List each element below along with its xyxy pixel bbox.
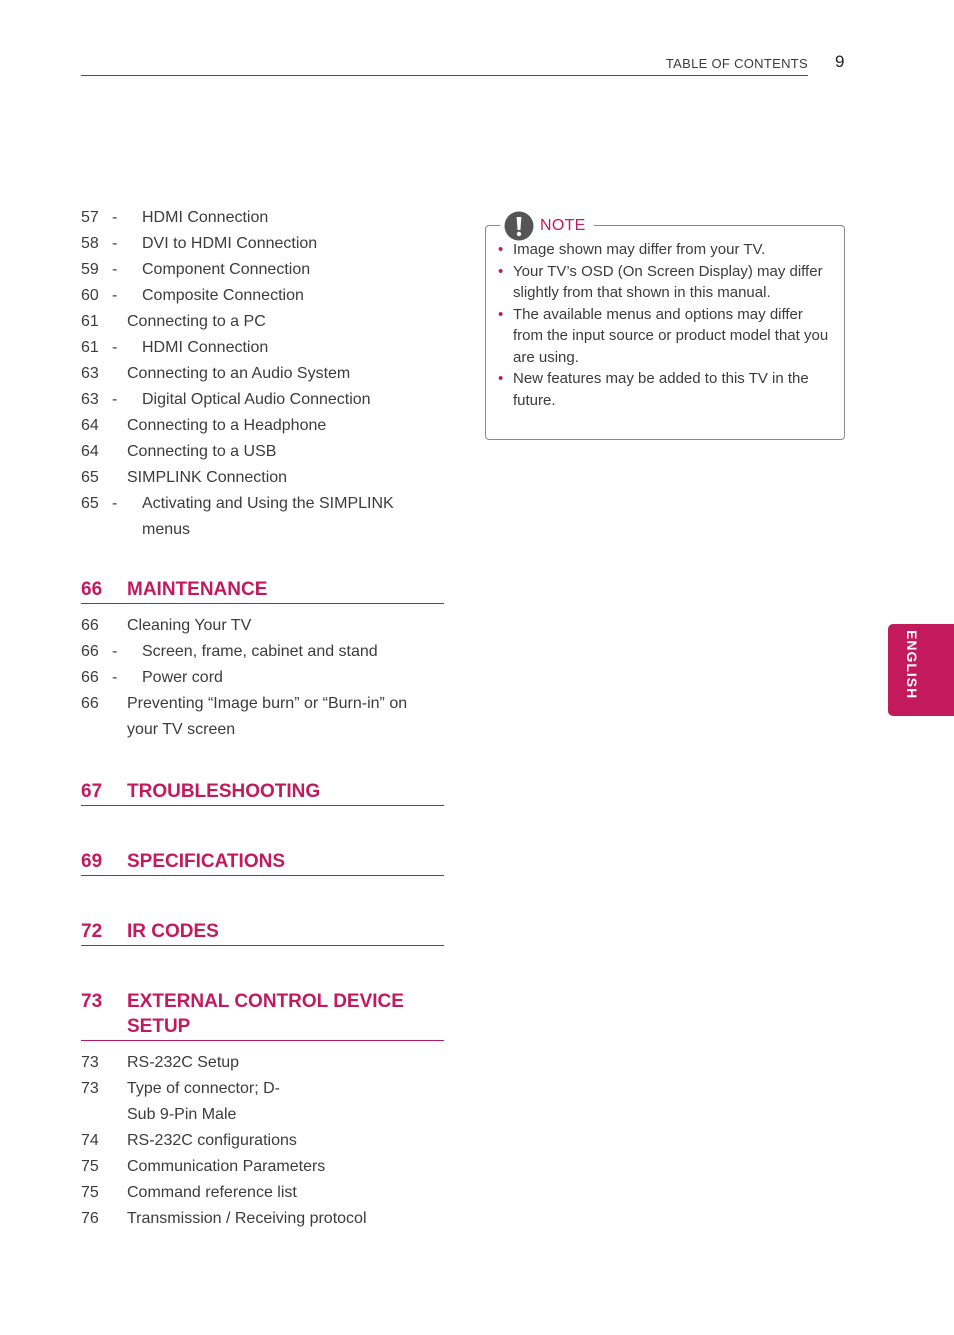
section-heading-maintenance[interactable] bbox=[81, 577, 444, 604]
header-section-label: TABLE OF CONTENTS bbox=[665, 56, 808, 71]
toc-title: Cleaning Your TV bbox=[127, 617, 252, 634]
toc-title: - DVI to HDMI Connection bbox=[81, 231, 444, 257]
toc-entry[interactable] bbox=[81, 387, 444, 413]
toc-entry[interactable] bbox=[81, 1154, 444, 1180]
section-page-number: 67 bbox=[81, 781, 103, 802]
toc-title: - HDMI Connection bbox=[81, 205, 444, 231]
toc-page-number: 61 bbox=[81, 313, 99, 330]
toc-title: - Screen, frame, cabinet and stand bbox=[81, 639, 444, 665]
toc-page-number: 73 bbox=[81, 1080, 99, 1097]
toc-title: - Activating and Using the SIMPLINK menus bbox=[81, 491, 444, 543]
section-title: SPECIFICATIONS bbox=[127, 851, 285, 872]
toc-page-number: 59 bbox=[81, 261, 99, 278]
toc-page-number: 66 bbox=[81, 695, 99, 712]
toc-page-number: 75 bbox=[81, 1184, 99, 1201]
section-heading-external-control[interactable] bbox=[81, 989, 444, 1041]
toc-page-number: 61 bbox=[81, 339, 99, 356]
toc-page-number: 66 bbox=[81, 617, 99, 634]
toc-entry[interactable] bbox=[81, 491, 444, 543]
note-header bbox=[500, 209, 594, 243]
note-item: • Image shown may differ from your TV. bbox=[498, 239, 830, 261]
note-list bbox=[498, 239, 830, 411]
toc-entry[interactable] bbox=[81, 1206, 444, 1232]
toc-entry[interactable] bbox=[81, 309, 444, 335]
toc-page-number: 60 bbox=[81, 287, 99, 304]
toc-title: - Component Connection bbox=[81, 257, 444, 283]
toc-title: Communication Parameters bbox=[127, 1158, 326, 1175]
toc-title: - HDMI Connection bbox=[81, 335, 444, 361]
toc-page-number: 63 bbox=[81, 391, 99, 408]
toc-entry[interactable] bbox=[81, 205, 444, 231]
toc-page-number: 64 bbox=[81, 417, 99, 434]
toc-page-number: 57 bbox=[81, 209, 99, 226]
toc-page-number: 63 bbox=[81, 365, 99, 382]
section-page-number: 72 bbox=[81, 921, 103, 942]
toc-title: Connecting to a Headphone bbox=[127, 417, 327, 434]
toc-entry[interactable] bbox=[81, 465, 444, 491]
note-title: NOTE bbox=[540, 217, 586, 234]
toc-title: - Digital Optical Audio Connection bbox=[81, 387, 444, 413]
toc-page-number: 66 bbox=[81, 643, 99, 660]
toc-title: - Power cord bbox=[81, 665, 444, 691]
section-page-number: 73 bbox=[81, 991, 103, 1012]
note-item: • The available menus and options may differ from the input source or product model that you are using. bbox=[498, 304, 830, 369]
toc-entry[interactable] bbox=[81, 1128, 444, 1154]
note-item: • Your TV’s OSD (On Screen Display) may differ slightly from that shown in this manual. bbox=[498, 261, 830, 304]
section-title: IR CODES bbox=[127, 921, 219, 942]
toc-entry[interactable] bbox=[81, 1076, 444, 1128]
toc-entry[interactable] bbox=[81, 639, 444, 665]
toc-page-number: 73 bbox=[81, 1054, 99, 1071]
toc-entry[interactable] bbox=[81, 665, 444, 691]
toc-entry[interactable] bbox=[81, 613, 444, 639]
toc-title: Transmission / Receiving protocol bbox=[127, 1210, 367, 1227]
toc-title: RS-232C configurations bbox=[127, 1132, 297, 1149]
language-tab-label: ENGLISH bbox=[904, 630, 920, 700]
toc-title: Preventing “Image burn” or “Burn-in” on your TV screen bbox=[127, 695, 408, 738]
toc-page-number: 66 bbox=[81, 669, 99, 686]
language-tab bbox=[888, 624, 954, 716]
page-number: 9 bbox=[835, 52, 845, 71]
section-page-number: 66 bbox=[81, 579, 103, 600]
toc-title: SIMPLINK Connection bbox=[127, 469, 288, 486]
toc-page-number: 64 bbox=[81, 443, 99, 460]
toc-entry[interactable] bbox=[81, 335, 444, 361]
section-title: TROUBLESHOOTING bbox=[127, 781, 321, 802]
section-title: MAINTENANCE bbox=[127, 579, 268, 600]
toc-entry[interactable] bbox=[81, 231, 444, 257]
toc-entry[interactable] bbox=[81, 1180, 444, 1206]
toc-page-number: 74 bbox=[81, 1132, 99, 1149]
toc-title: Command reference list bbox=[127, 1184, 297, 1201]
toc-title: RS-232C Setup bbox=[127, 1054, 240, 1071]
section-heading-troubleshooting[interactable] bbox=[81, 779, 444, 806]
note-box bbox=[485, 217, 845, 440]
section-page-number: 69 bbox=[81, 851, 103, 872]
toc-page-number: 65 bbox=[81, 495, 99, 512]
note-item: • New features may be added to this TV in the future. bbox=[498, 368, 830, 411]
table-of-contents bbox=[81, 205, 444, 1232]
toc-title: Connecting to a USB bbox=[127, 443, 277, 460]
toc-entry[interactable] bbox=[81, 413, 444, 439]
exclamation-icon bbox=[504, 211, 534, 241]
toc-title: - Composite Connection bbox=[81, 283, 444, 309]
toc-entry[interactable] bbox=[81, 1050, 444, 1076]
toc-page-number: 58 bbox=[81, 235, 99, 252]
section-heading-ir-codes[interactable] bbox=[81, 919, 444, 946]
toc-page-number: 65 bbox=[81, 469, 99, 486]
toc-entry[interactable] bbox=[81, 283, 444, 309]
toc-entry[interactable] bbox=[81, 257, 444, 283]
toc-title: Type of connector; D-Sub 9-Pin Male bbox=[127, 1080, 280, 1123]
section-heading-specifications[interactable] bbox=[81, 849, 444, 876]
header-rule bbox=[81, 75, 808, 76]
toc-title: Connecting to a PC bbox=[127, 313, 266, 330]
toc-entry[interactable] bbox=[81, 691, 444, 743]
toc-page-number: 75 bbox=[81, 1158, 99, 1175]
toc-entry[interactable] bbox=[81, 439, 444, 465]
toc-title: Connecting to an Audio System bbox=[127, 365, 351, 382]
toc-entry[interactable] bbox=[81, 361, 444, 387]
toc-page-number: 76 bbox=[81, 1210, 99, 1227]
section-title: EXTERNAL CONTROL DEVICE SETUP bbox=[127, 991, 404, 1037]
